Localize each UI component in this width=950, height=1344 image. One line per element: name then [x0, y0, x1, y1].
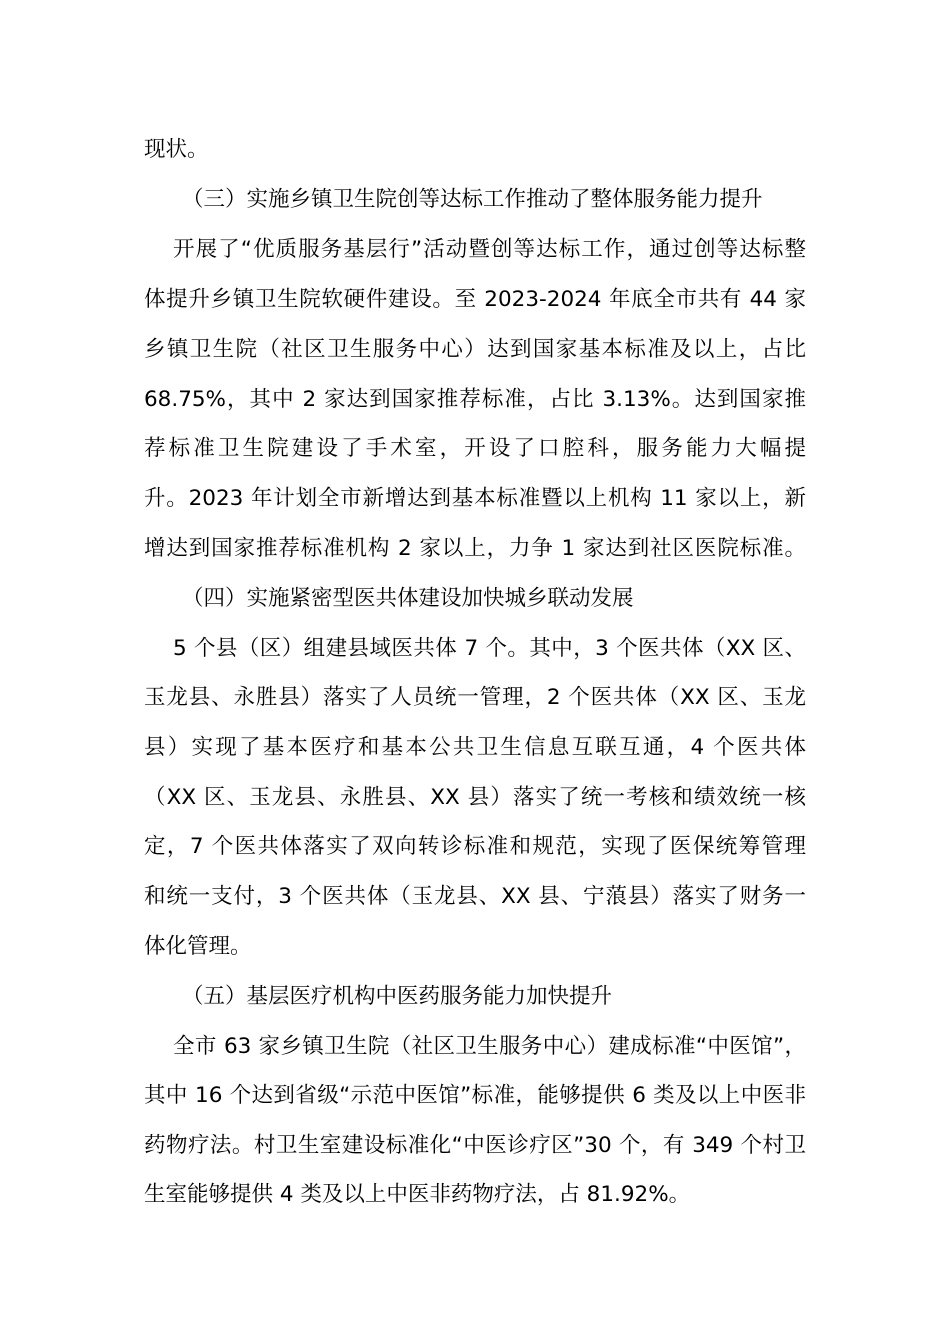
body-text-line: 定，7 个医共体落实了双向转诊标准和规范，实现了医保统筹管理	[144, 834, 806, 859]
body-text-line: （XX 区、玉龙县、永胜县、XX 县）落实了统一考核和绩效统一核	[144, 785, 806, 810]
body-text-line: 增达到国家推荐标准机构 2 家以上，力争 1 家达到社区医院标准。	[144, 536, 806, 561]
body-text-line: 其中 16 个达到省级“示范中医馆”标准，能够提供 6 类及以上中医非	[144, 1083, 806, 1108]
body-text-line: 玉龙县、永胜县）落实了人员统一管理，2 个医共体（XX 区、玉龙	[144, 685, 806, 710]
body-text-line: 5 个县（区）组建县域医共体 7 个。其中，3 个医共体（XX 区、	[173, 636, 806, 661]
body-text-line: 现状。	[144, 137, 209, 162]
body-text-line: 和统一支付，3 个医共体（玉龙县、XX 县、宁蒗县）落实了财务一	[144, 884, 806, 909]
body-text-line: 县）实现了基本医疗和基本公共卫生信息互联互通，4 个医共体	[144, 735, 806, 760]
body-text-line: 体提升乡镇卫生院软硬件建设。至 2023-2024 年底全市共有 44 家	[144, 287, 806, 312]
body-text-line: 68.75%，其中 2 家达到国家推荐标准，占比 3.13%。达到国家推	[144, 387, 806, 412]
body-text-line: 体化管理。	[144, 934, 252, 959]
body-text-line: 升。2023 年计划全市新增达到基本标准暨以上机构 11 家以上，新	[144, 486, 806, 511]
section-heading-3: （三）实施乡镇卫生院创等达标工作推动了整体服务能力提升	[182, 187, 763, 212]
body-text-line: 荐标准卫生院建设了手术室，开设了口腔科，服务能力大幅提	[144, 436, 806, 461]
section-heading-4: （四）实施紧密型医共体建设加快城乡联动发展	[182, 586, 634, 611]
body-text-line: 药物疗法。村卫生室建设标准化“中医诊疗区”30 个，有 349 个村卫	[144, 1133, 806, 1158]
body-text-line: 乡镇卫生院（社区卫生服务中心）达到国家基本标准及以上，占比	[144, 337, 806, 362]
body-text-line: 开展了“优质服务基层行”活动暨创等达标工作，通过创等达标整	[173, 237, 806, 262]
body-text-line: 生室能够提供 4 类及以上中医非药物疗法，占 81.92%。	[144, 1182, 691, 1207]
body-text-line: 全市 63 家乡镇卫生院（社区卫生服务中心）建成标准“中医馆”，	[173, 1034, 806, 1059]
section-heading-5: （五）基层医疗机构中医药服务能力加快提升	[182, 984, 613, 1009]
